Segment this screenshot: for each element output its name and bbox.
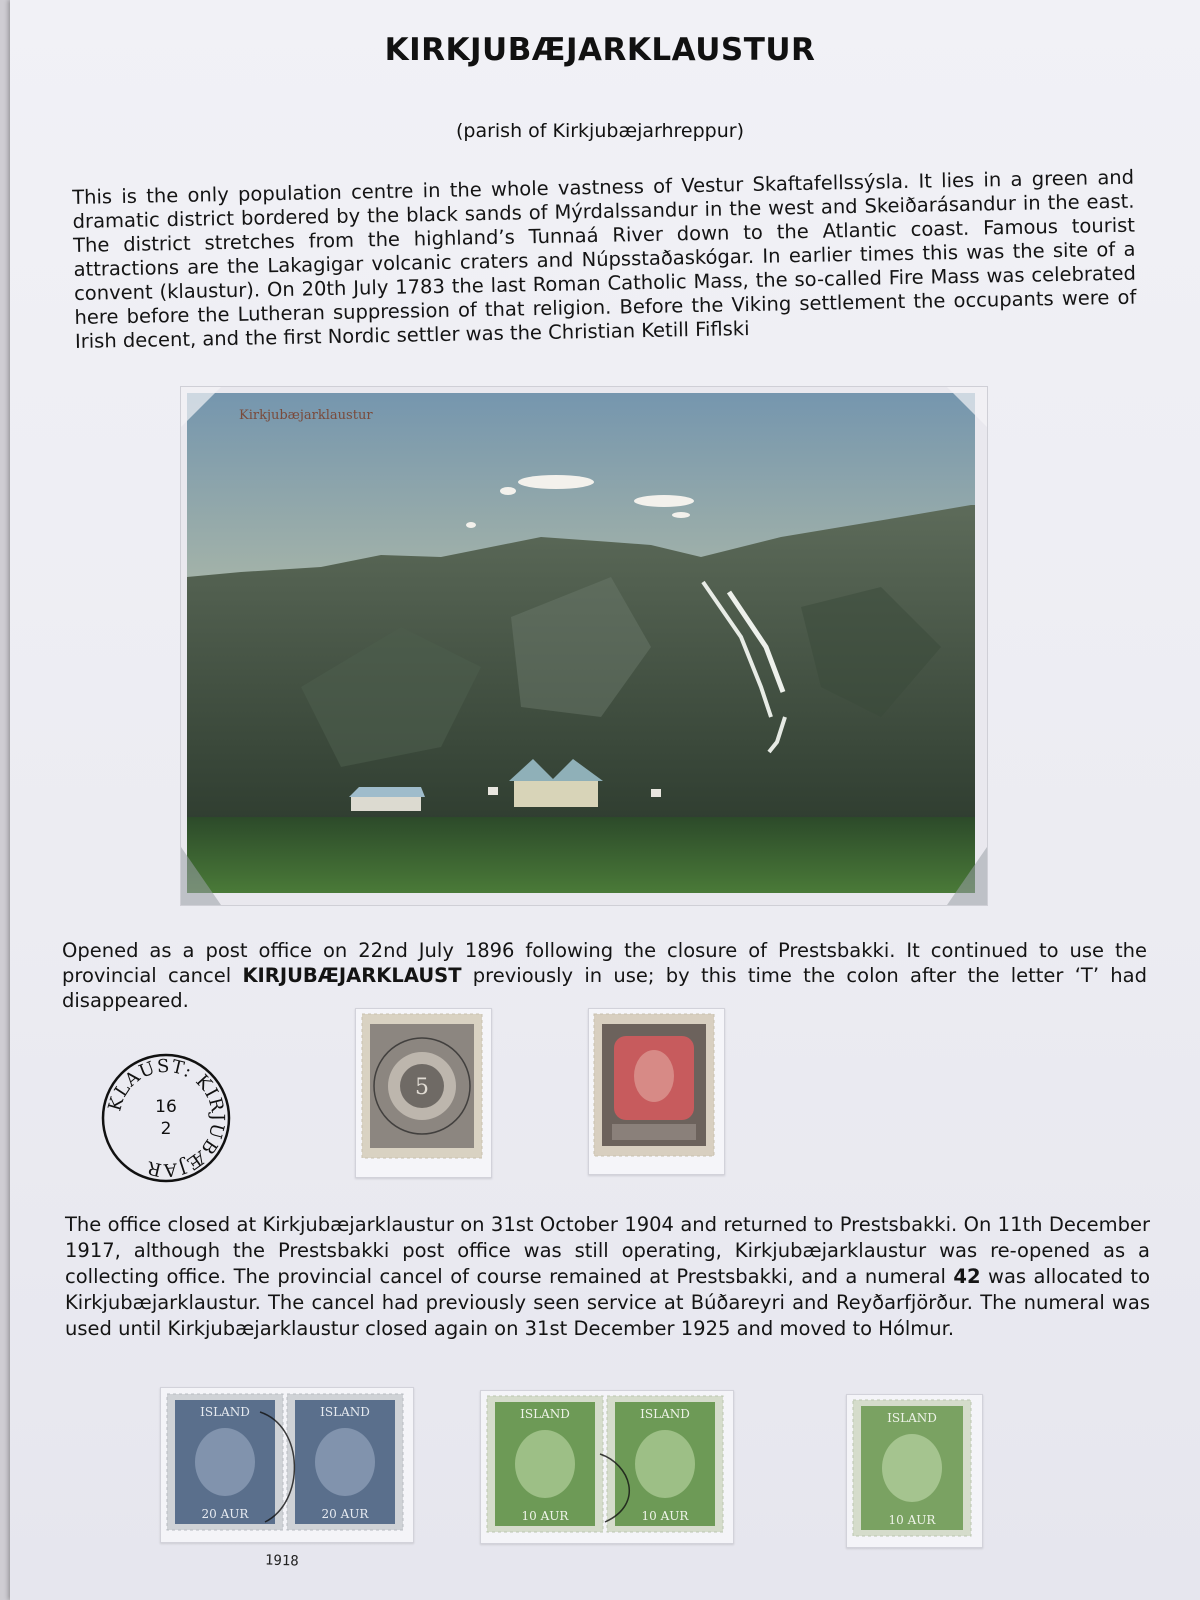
cancel-month: 2 <box>160 1119 172 1139</box>
closure-text-2: was allocated to Kirkjubæjarklaustur. The cancel had previously seen service at Búðareyri and Reyðarfjörður. The numeral was used until Kirkjubæjarklaustur closed again on 31st December 1925 and moved to Hólmur. <box>65 1265 1151 1340</box>
numeral-42: 42 <box>953 1265 981 1288</box>
year-note: 1918 <box>264 1552 299 1570</box>
postcard-caption: Kirkjubæjarklaustur <box>239 408 373 423</box>
svg-text:ISLAND: ISLAND <box>887 1411 937 1425</box>
opening-paragraph <box>62 938 1147 1013</box>
svg-text:10 AUR: 10 AUR <box>521 1509 569 1523</box>
meadow <box>187 817 975 893</box>
cancel-day: 16 <box>155 1097 177 1117</box>
svg-text:10 AUR: 10 AUR <box>641 1509 689 1523</box>
stamp-pair-blue <box>165 1392 405 1532</box>
intro-paragraph: This is the only population centre in the whole vastness of Vestur Skaftafellssýsla. It lies in a green and dramatic district bordered by the black sands of Mýrdalssandur in the west and Skeiðarásandur in the east. The district stretches from the highland’s Tunnaá River down to the Atlantic coast. Famous tourist attractions are the Lakagigar volcanic craters and Núpsstaðaskógar. In earlier times this was the site of a convent (klaustur). On 20th July 1783 the last Roman Catholic Mass, the so-called Fire Mass was celebrated here before the Lutheran suppression of that religion. Before the Viking settlement the occupants were of Irish decent, and the first Nordic settler was the Christian Ketill Fiflski <box>72 165 1137 353</box>
stamp-green-left <box>487 1396 603 1532</box>
postcard-scene <box>181 387 987 905</box>
opening-text-1: Opened as a post office on 22nd July 1896 following the closure of Prestsbakki. It continued to use the provincial cancel <box>62 939 1147 987</box>
svg-text:ISLAND: ISLAND <box>200 1405 250 1419</box>
stamp-green-single <box>851 1398 973 1538</box>
svg-text:ISLAND: ISLAND <box>520 1407 570 1421</box>
cancel-name: KIRJUBÆJARKLAUST <box>242 964 462 987</box>
closure-paragraph <box>65 1212 1150 1342</box>
svg-text:ISLAND: ISLAND <box>640 1407 690 1421</box>
postcard <box>180 386 988 906</box>
svg-text:20 AUR: 20 AUR <box>321 1507 369 1521</box>
cancel-marking <box>98 1050 234 1186</box>
svg-text:ISLAND: ISLAND <box>320 1405 370 1419</box>
opening-text-2: previously in use; by this time the colon after the letter ‘T’ had disappeared. <box>62 964 1147 1012</box>
page-subtitle: (parish of Kirkjubæjarhreppur) <box>455 120 745 142</box>
svg-text:20 AUR: 20 AUR <box>201 1507 249 1521</box>
page-title: KIRKJUBÆJARKLAUSTUR <box>384 32 816 68</box>
closure-text-1: The office closed at Kirkjubæjarklaustur on 31st October 1904 and returned to Prestsbakki. On 11th December 1917, although the Prestsbakki post office was still operating, Kirkjubæjarklaustur was re-opened as a collecting office. The provincial cancel of course remained at Prestsbakki, and a numeral <box>65 1213 1150 1288</box>
svg-text:10 AUR: 10 AUR <box>888 1513 936 1527</box>
stamp-green-right <box>607 1396 723 1532</box>
stamp-blue-right <box>287 1394 403 1530</box>
stamp-pair-green <box>485 1394 725 1534</box>
cancel-ring-text: KLAUST: KIRJUBÆJAR <box>104 1055 229 1181</box>
svg-text:5: 5 <box>415 1075 429 1100</box>
stamp-grey-numeral <box>360 1012 484 1160</box>
stamp-red-king <box>592 1012 716 1158</box>
